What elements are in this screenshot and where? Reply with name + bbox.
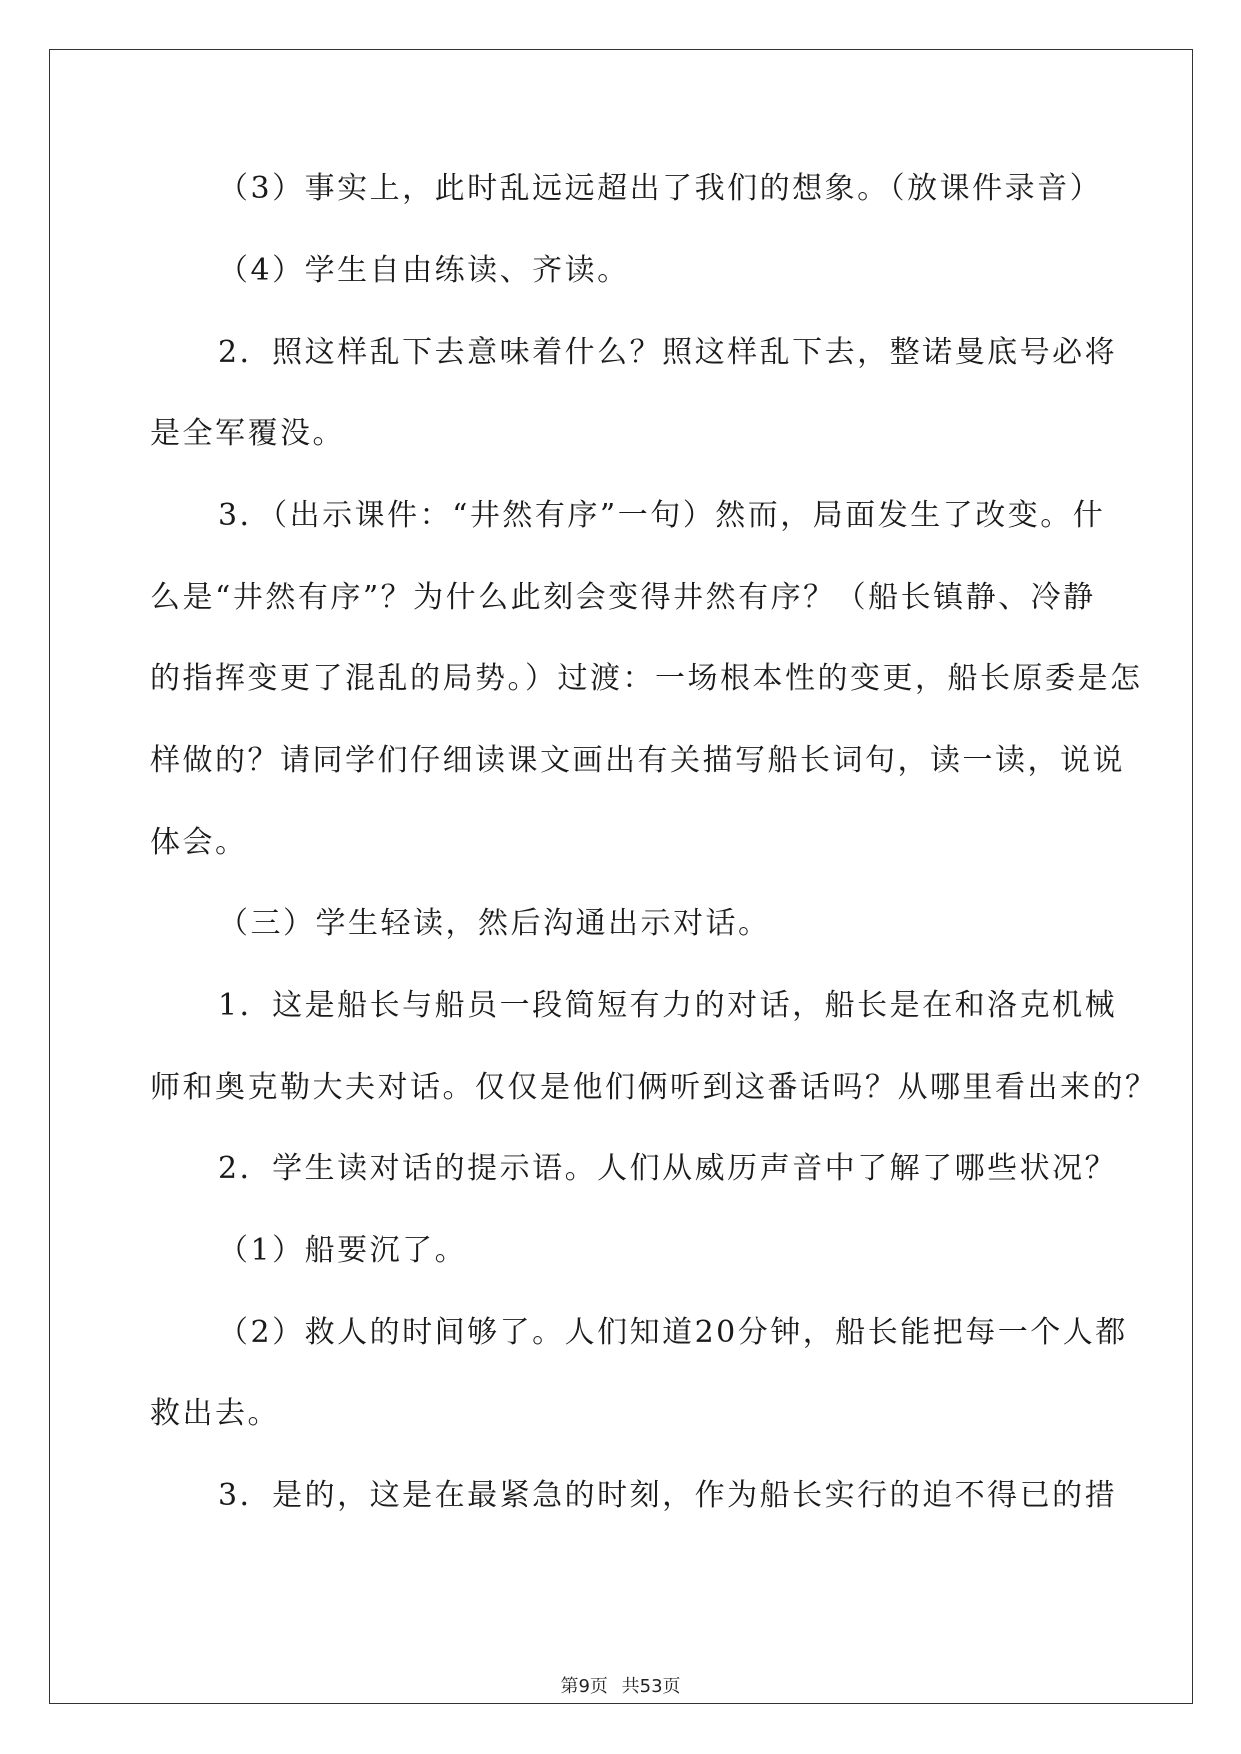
paragraph-line: 2．学生读对话的提示语。人们从威历声音中了解了哪些状况？: [218, 1151, 1118, 1186]
page-number: 第9页: [560, 1676, 608, 1697]
page-total: 共53页: [621, 1676, 681, 1697]
paragraph-line: 么是“井然有序”？为什么此刻会变得井然有序？（船长镇静、冷静: [150, 580, 1096, 615]
paragraph-line: 3．是的，这是在最紧急的时刻，作为船长实行的迫不得已的措: [218, 1478, 1118, 1513]
paragraph-line: 是全军覆没。: [150, 416, 345, 451]
paragraph-line: （三）学生轻读，然后沟通出示对话。: [218, 906, 771, 941]
paragraph-line: 1．这是船长与船员一段简短有力的对话，船长是在和洛克机械: [218, 988, 1118, 1023]
paragraph-line: 3．（出示课件：“井然有序”一句）然而，局面发生了改变。什: [218, 498, 1106, 533]
page-border: [49, 49, 1193, 1704]
paragraph-line: （2）救人的时间够了。人们知道20分钟，船长能把每一个人都: [218, 1315, 1128, 1350]
paragraph-line: （1）船要沉了。: [218, 1233, 468, 1268]
paragraph-line: 样做的？请同学们仔细读课文画出有关描写船长词句，读一读，说说: [150, 743, 1125, 778]
paragraph-line: 体会。: [150, 825, 248, 860]
page-footer: [0, 1675, 1241, 1699]
paragraph-line: 救出去。: [150, 1396, 280, 1431]
paragraph-line: 师和奥克勒大夫对话。仅仅是他们俩听到这番话吗？从哪里看出来的？: [150, 1070, 1158, 1105]
paragraph-line: 2．照这样乱下去意味着什么？照这样乱下去，整诺曼底号必将: [218, 335, 1118, 370]
paragraph-line: （4）学生自由练读、齐读。: [218, 253, 630, 288]
paragraph-line: （3）事实上，此时乱远远超出了我们的想象。（放课件录音）: [218, 171, 1103, 206]
paragraph-line: 的指挥变更了混乱的局势。）过渡：一场根本性的变更，船长原委是怎: [150, 661, 1143, 696]
